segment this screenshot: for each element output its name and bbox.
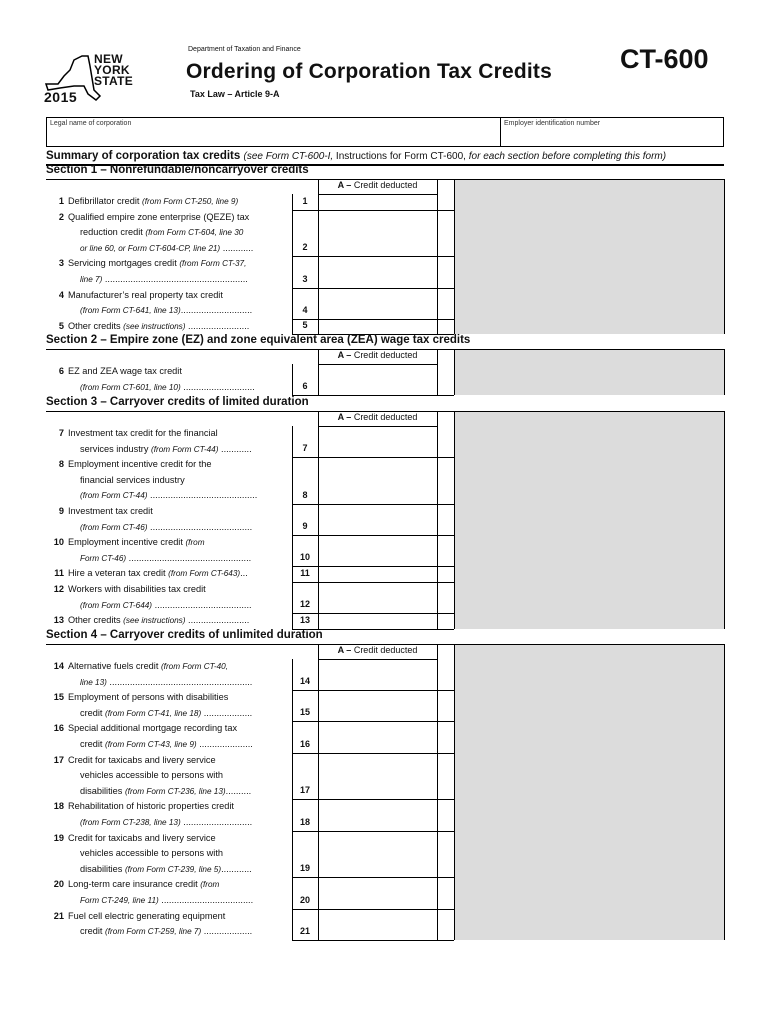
- line-8-credit-input[interactable]: [319, 458, 436, 503]
- line-19-box-number: 19: [299, 863, 310, 874]
- form-year: 2015: [44, 89, 78, 105]
- section-2-title: Section 2 – Empire zone (EZ) and zone equivalent area (ZEA) wage tax credits: [46, 334, 471, 346]
- line-4-credit-input[interactable]: [319, 289, 436, 318]
- section-3-box-left-rule: [292, 426, 293, 629]
- section-1-right-rule: [724, 179, 725, 334]
- ein-label: Employer identification number: [504, 120, 601, 127]
- section-3-header-rule: [318, 426, 437, 427]
- line-7-description: 7 Investment tax credit for the financial services industry (from Form CT-44) ............: [46, 426, 290, 457]
- employer-id-number-field[interactable]: [500, 117, 724, 147]
- summary-note-2: Instructions for Form CT-600,: [333, 151, 466, 162]
- legal-name-field[interactable]: [46, 117, 501, 147]
- section-2-header-rule: [318, 364, 437, 365]
- section-1-box-left-rule: [292, 194, 293, 334]
- line-5-number: 5: [58, 320, 64, 331]
- line-14-credit-input[interactable]: [319, 660, 436, 689]
- section-1-title: Section 1 – Nonrefundable/noncarryover credits: [46, 164, 309, 176]
- summary-note-3: for each section before completing this form): [465, 151, 667, 162]
- line-20-number: 20: [53, 879, 64, 890]
- line-6-number: 6: [58, 366, 64, 376]
- legal-name-label: Legal name of corporation: [50, 120, 132, 127]
- line-21-rule: [292, 940, 454, 941]
- line-20-box-number: 20: [299, 894, 310, 905]
- line-12-number: 12: [53, 584, 64, 594]
- line-17-credit-input[interactable]: [319, 754, 436, 799]
- line-15-box-number: 15: [299, 707, 310, 718]
- line-14-description: 14 Alternative fuels credit (from Form CT-40, line 13) ........................................................: [46, 659, 290, 690]
- line-9-box-number: 9: [302, 521, 308, 532]
- line-20-credit-input[interactable]: [319, 878, 436, 907]
- line-4-box-number: 4: [302, 304, 308, 315]
- section-3-shaded-area: [454, 412, 725, 629]
- line-19-description: 19 Credit for taxicabs and livery service vehicles accessible to persons with disabilities (from Form CT-239, line 5)............: [46, 831, 290, 878]
- line-14-box-number: 14: [299, 676, 310, 687]
- line-10-number: 10: [53, 537, 64, 548]
- line-16-number: 16: [53, 723, 64, 734]
- line-21-number: 21: [53, 910, 64, 921]
- line-3-description: 3 Servicing mortgages credit (from Form CT-37, line 7) ........................................................: [46, 256, 290, 287]
- section-3-title: Section 3 – Carryover credits of limited duration: [46, 396, 309, 408]
- line-15-number: 15: [53, 692, 64, 703]
- line-4-number: 4: [58, 289, 64, 300]
- line-2-box-number: 2: [302, 242, 308, 253]
- line-11-box-number: 11: [300, 568, 310, 578]
- line-1-number: 1: [58, 196, 64, 206]
- line-19-credit-input[interactable]: [319, 832, 436, 877]
- section-4-box-left-rule: [292, 659, 293, 940]
- section-2-right-rule: [724, 349, 725, 395]
- line-9-number: 9: [58, 506, 64, 516]
- line-2-description: 2 Qualified empire zone enterprise (QEZE) tax reduction credit (from Form CT-604, line 30 or line 60, or Form CT-604-CP, line 21) ............: [46, 210, 290, 257]
- line-11-credit-input[interactable]: [319, 567, 436, 581]
- section-1-column-right-rule: [437, 179, 438, 334]
- line-9-credit-input[interactable]: [319, 505, 436, 534]
- line-13-description: 13 Other credits (see instructions) ........................: [46, 613, 290, 629]
- line-8-description: 8 Employment incentive credit for the financial services industry (from Form CT-44) ..........................................: [46, 457, 290, 504]
- form-number: CT-600: [620, 44, 709, 74]
- section-1-column-left-rule: [318, 179, 319, 334]
- line-2-number: 2: [58, 211, 64, 222]
- line-16-box-number: 16: [299, 738, 310, 749]
- line-20-description: 20 Long-term care insurance credit (from Form CT-249, line 11) ....................................: [46, 877, 290, 908]
- line-15-credit-input[interactable]: [319, 691, 436, 720]
- section-1-shaded-area: [454, 180, 725, 334]
- section-3-column-left-rule: [318, 411, 319, 629]
- line-5-description: 5 Other credits (see instructions) ........................: [46, 319, 290, 335]
- line-3-number: 3: [58, 258, 64, 269]
- summary-title: Summary of corporation tax credits: [46, 150, 241, 162]
- line-11-number: 11: [54, 568, 64, 579]
- line-18-number: 18: [53, 801, 64, 812]
- section-4-header-rule: [318, 659, 437, 660]
- department-name: Department of Taxation and Finance: [188, 46, 301, 53]
- logo-line-new: NEW: [94, 52, 123, 66]
- line-13-credit-input[interactable]: [319, 614, 436, 628]
- line-6-box-number: 6: [302, 381, 308, 392]
- section-4-right-rule: [724, 644, 725, 940]
- line-8-number: 8: [58, 459, 64, 470]
- line-8-box-number: 8: [302, 490, 308, 500]
- section-1-column-header: A – Credit deducted: [337, 180, 418, 190]
- section-4-column-left-rule: [318, 644, 319, 940]
- line-1-credit-input[interactable]: [319, 195, 436, 209]
- line-19-number: 19: [53, 832, 64, 843]
- line-10-box-number: 10: [299, 552, 310, 563]
- line-9-description: 9 Investment tax credit (from Form CT-46) ........................................: [46, 504, 290, 535]
- section-2-box-left-rule: [292, 364, 293, 395]
- line-7-number: 7: [58, 428, 64, 438]
- line-6-credit-input[interactable]: [319, 365, 436, 394]
- line-11-description: 11 Hire a veteran tax credit (from Form CT-643)...: [46, 566, 290, 582]
- line-15-description: 15 Employment of persons with disabilities credit (from Form CT-41, line 18) ...................: [46, 690, 290, 721]
- line-17-box-number: 17: [299, 785, 310, 796]
- line-6-rule: [292, 395, 454, 396]
- section-2-column-right-rule: [437, 349, 438, 395]
- line-1-box-number: 1: [302, 195, 308, 206]
- line-16-credit-input[interactable]: [319, 722, 436, 751]
- section-4-shaded-area: [454, 645, 725, 940]
- line-1-description: 1 Defibrillator credit (from Form CT-250, line 9): [46, 194, 290, 210]
- section-2-column-left-rule: [318, 349, 319, 395]
- line-5-box-number: 5: [302, 320, 308, 331]
- line-12-description: 12 Workers with disabilities tax credit (from Form CT-644) ......................................: [46, 582, 290, 613]
- logo-line-york: YORK: [94, 63, 130, 77]
- line-12-credit-input[interactable]: [319, 583, 436, 612]
- form-title: Ordering of Corporation Tax Credits: [186, 60, 552, 83]
- section-2-column-header: A – Credit deducted: [337, 350, 418, 360]
- line-12-box-number: 12: [299, 599, 310, 610]
- line-17-number: 17: [53, 754, 64, 765]
- nys-logo: [44, 50, 144, 110]
- line-3-credit-input[interactable]: [319, 257, 436, 286]
- line-3-box-number: 3: [302, 273, 308, 284]
- section-1-header-rule: [318, 194, 437, 195]
- section-4-column-header: A – Credit deducted: [337, 645, 418, 655]
- line-13-number: 13: [53, 615, 64, 626]
- section-3-column-right-rule: [437, 411, 438, 629]
- line-7-credit-input[interactable]: [319, 427, 436, 456]
- line-21-description: 21 Fuel cell electric generating equipment credit (from Form CT-259, line 7) ...................: [46, 909, 290, 940]
- section-4-title: Section 4 – Carryover credits of unlimited duration: [46, 629, 323, 641]
- line-18-credit-input[interactable]: [319, 800, 436, 829]
- line-14-number: 14: [53, 661, 64, 671]
- line-13-box-number: 13: [299, 614, 310, 625]
- line-18-description: 18 Rehabilitation of historic properties credit (from Form CT-238, line 13) ...........................: [46, 799, 290, 830]
- summary-note-1: (see Form CT-600-I,: [243, 151, 334, 162]
- line-7-box-number: 7: [302, 443, 308, 454]
- line-10-credit-input[interactable]: [319, 536, 436, 565]
- line-17-description: 17 Credit for taxicabs and livery service vehicles accessible to persons with disabilities (from Form CT-236, line 13)..........: [46, 753, 290, 800]
- section-3-column-header: A – Credit deducted: [337, 412, 418, 422]
- line-10-description: 10 Employment incentive credit (from Form CT-46) ................................................: [46, 535, 290, 566]
- section-2-shaded-area: [454, 350, 725, 395]
- line-4-description: 4 Manufacturer’s real property tax credit (from Form CT-641, line 13)............................: [46, 288, 290, 319]
- tax-law-reference: Tax Law – Article 9-A: [190, 89, 280, 99]
- line-5-credit-input[interactable]: [319, 320, 436, 334]
- section-4-column-right-rule: [437, 644, 438, 940]
- section-3-right-rule: [724, 411, 725, 629]
- line-6-description: 6 EZ and ZEA wage tax credit (from Form CT-601, line 10) ............................: [46, 364, 290, 395]
- line-21-box-number: 21: [299, 925, 310, 936]
- line-16-description: 16 Special additional mortgage recording tax credit (from Form CT-43, line 9) .....................: [46, 721, 290, 752]
- summary-heading: [46, 150, 666, 162]
- line-2-credit-input[interactable]: [319, 211, 436, 256]
- logo-line-state: STATE: [94, 74, 134, 88]
- line-21-credit-input[interactable]: [319, 910, 436, 939]
- line-18-box-number: 18: [299, 816, 310, 827]
